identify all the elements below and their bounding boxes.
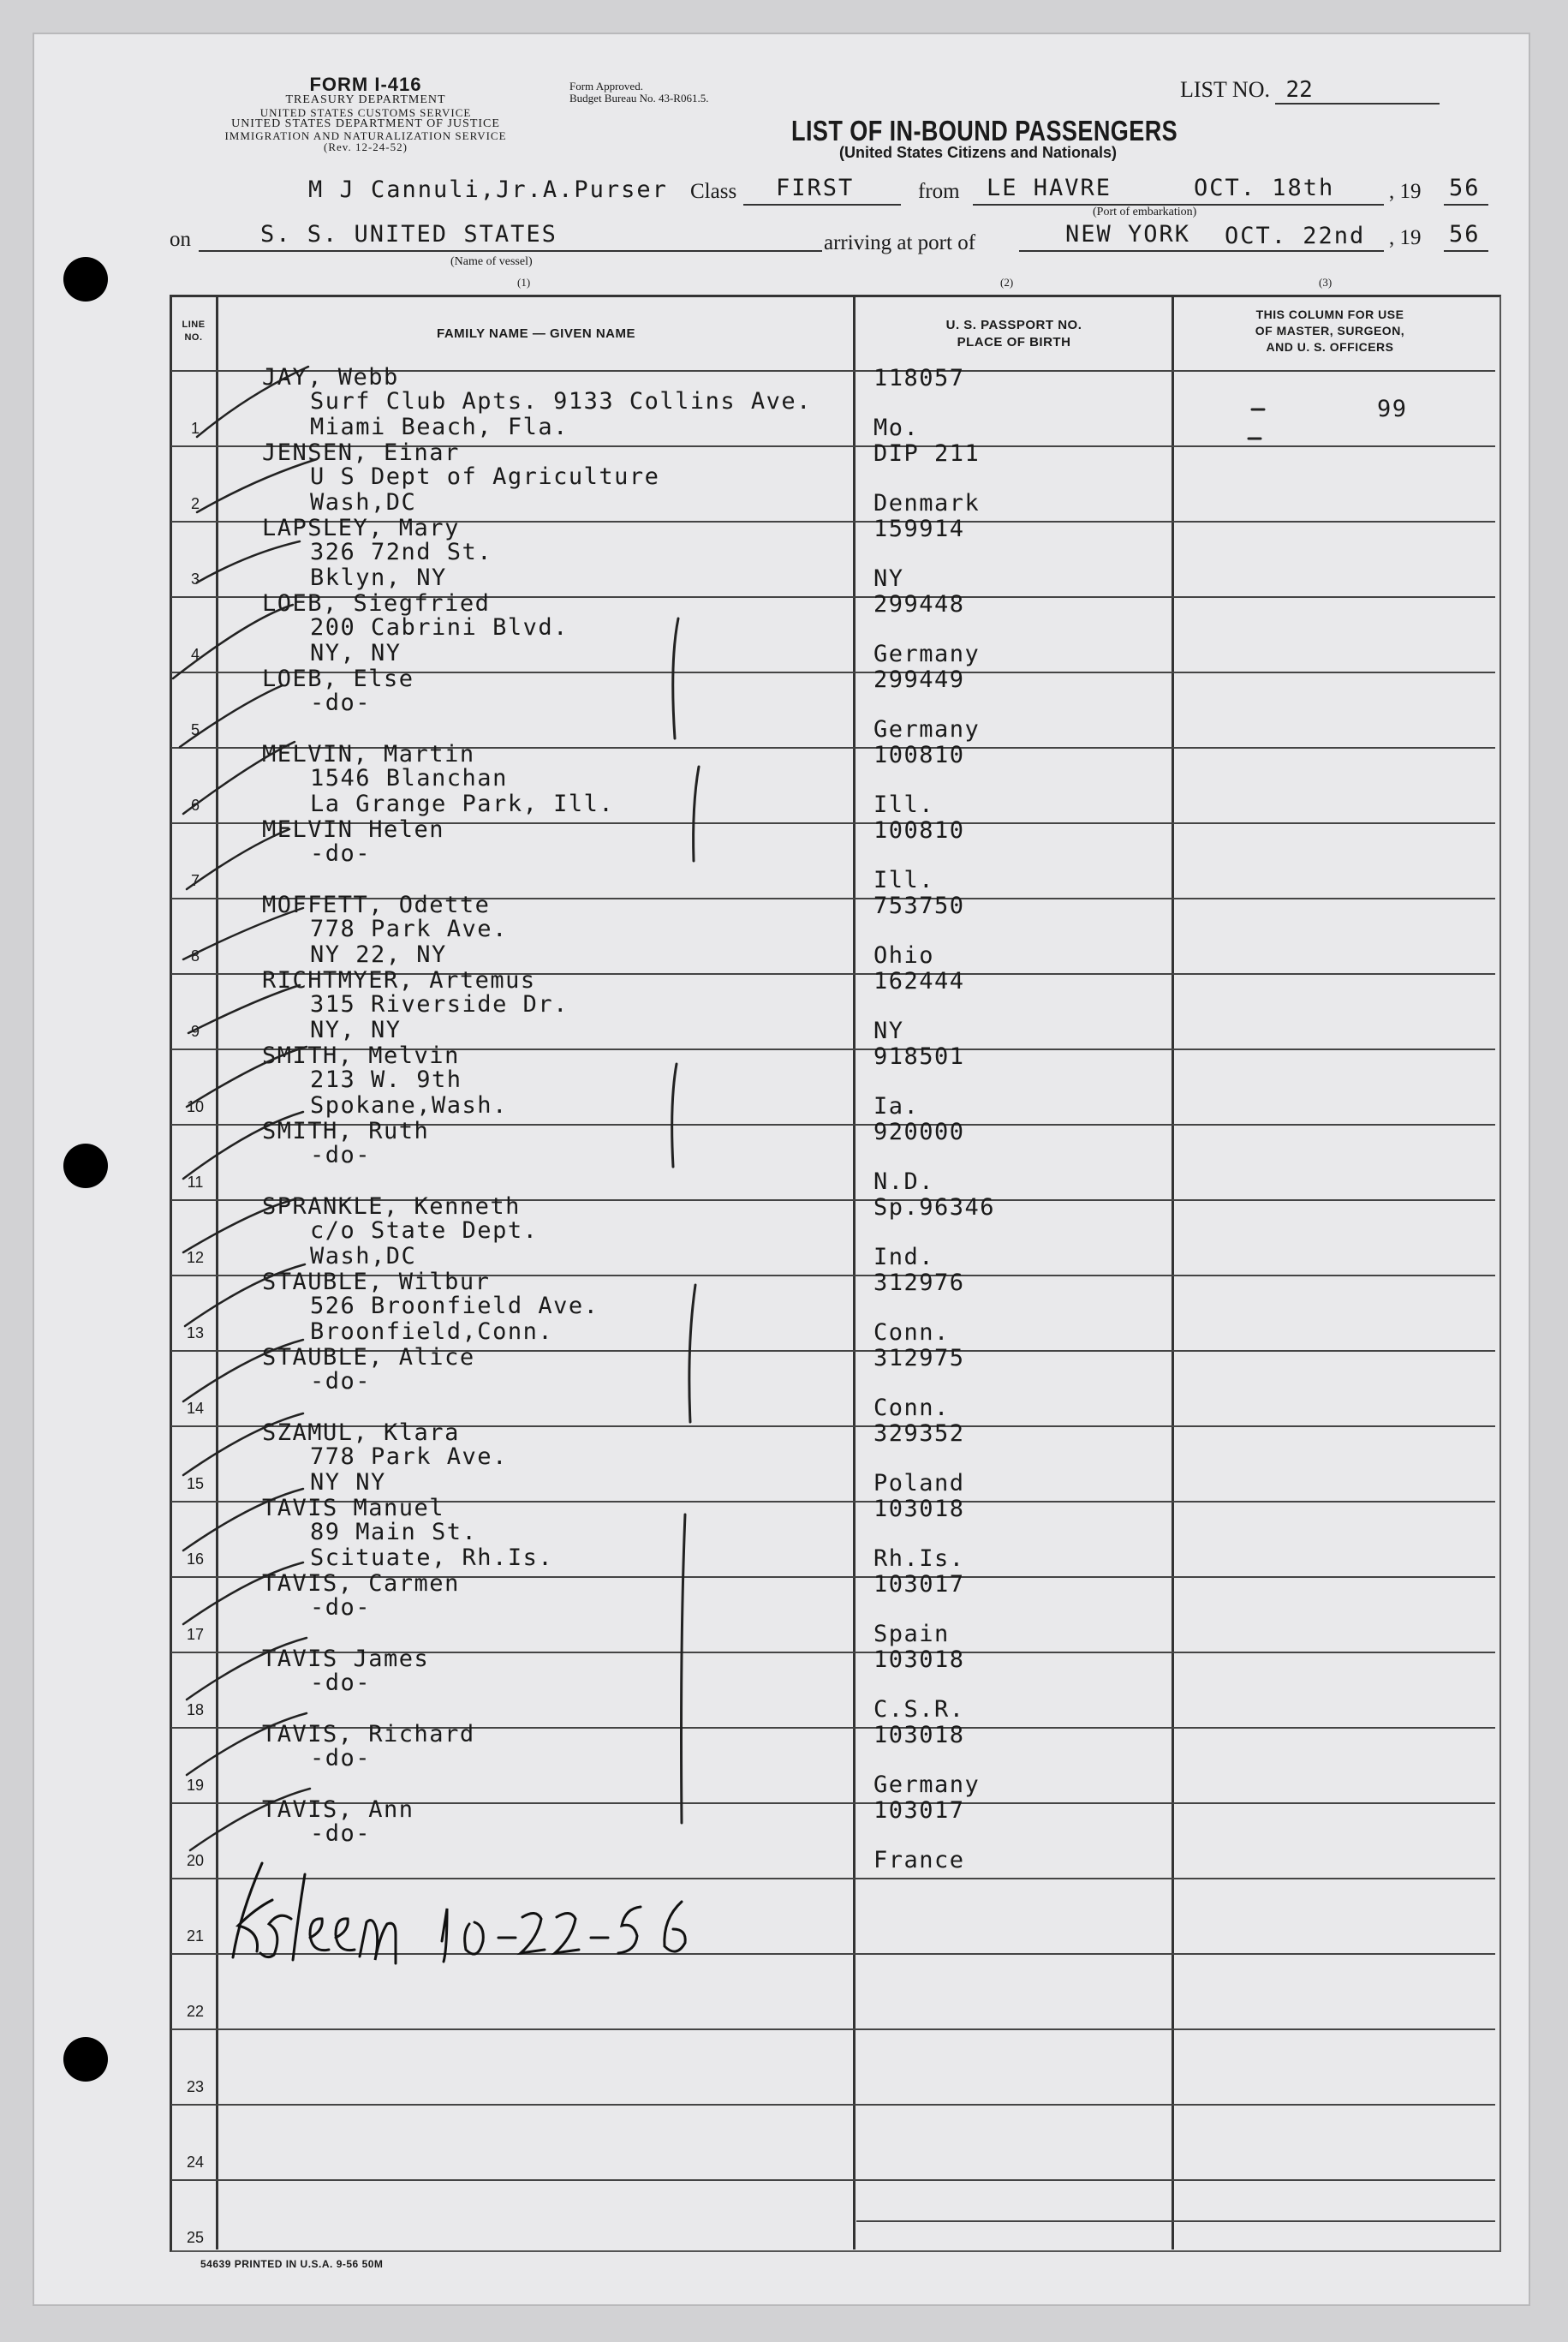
passport-number: 103017 <box>873 1797 965 1824</box>
check-mark <box>187 1713 307 1775</box>
passenger-address-line: 200 Cabrini Blvd. <box>310 614 569 641</box>
place-of-birth: Poland <box>873 1470 965 1497</box>
bracket-stroke <box>694 767 699 861</box>
form-title: FORM I-416 <box>309 74 422 95</box>
column-number-3: (3) <box>1319 276 1333 289</box>
passenger-address-line: Miami Beach, Fla. <box>310 414 569 440</box>
line-number: 6 <box>190 797 200 814</box>
passenger-address-line: U S Dept of Agriculture <box>310 463 660 490</box>
passenger-address-line: -do- <box>310 1745 372 1771</box>
header-line-no: LINE NO. <box>182 320 206 343</box>
place-of-birth: Conn. <box>873 1395 950 1421</box>
passenger-name: TAVIS James <box>262 1646 430 1672</box>
vessel-name: S. S. UNITED STATES <box>260 221 557 248</box>
check-mark <box>187 1047 307 1107</box>
passenger-name: MELVIN Helen <box>262 816 445 843</box>
printer-imprint: 54639 PRINTED IN U.S.A. 9-56 50M <box>200 2258 384 2270</box>
check-mark <box>197 459 317 512</box>
from-label: from <box>918 180 960 203</box>
line-number: 21 <box>186 1927 205 1945</box>
line-number: 3 <box>190 571 200 588</box>
port-of-arrival: NEW YORK <box>1065 221 1191 248</box>
line-number: 19 <box>186 1777 205 1794</box>
passenger-name: MELVIN, Martin <box>262 741 475 768</box>
passenger-address-line: 1546 Blanchan <box>310 765 508 792</box>
form-approved-text: Form Approved. <box>569 80 643 93</box>
line-number: 13 <box>186 1324 205 1341</box>
passenger-address-line: c/o State Dept. <box>310 1217 539 1244</box>
passenger-name: RICHTMYER, Artemus <box>262 967 536 994</box>
header-passport: U. S. PASSPORT NO. PLACE OF BIRTH <box>945 318 1082 350</box>
check-mark <box>185 1264 305 1326</box>
place-of-birth: Ind. <box>873 1244 935 1270</box>
place-of-birth: NY <box>873 1018 904 1044</box>
passport-number: 103017 <box>873 1571 965 1598</box>
passport-number: 103018 <box>873 1646 965 1673</box>
passenger-name: SMITH, Melvin <box>262 1043 460 1069</box>
place-of-birth: Conn. <box>873 1319 950 1346</box>
check-mark <box>183 1489 303 1550</box>
purser-name: M J Cannuli,Jr.A.Purser <box>308 176 668 203</box>
line-number: 22 <box>186 2003 205 2020</box>
line-number: 24 <box>186 2154 205 2171</box>
passenger-name: SMITH, Ruth <box>262 1118 430 1144</box>
place-of-birth: Denmark <box>873 490 981 517</box>
passenger-address-line: Bklyn, NY <box>310 565 447 591</box>
port-of-embarkation: LE HAVRE <box>987 175 1112 201</box>
passport-number: DIP 211 <box>873 440 981 467</box>
check-mark <box>183 742 295 814</box>
check-mark <box>173 605 293 678</box>
immigration-service: IMMIGRATION AND NATURALIZATION SERVICE <box>224 129 507 143</box>
place-of-birth: Germany <box>873 1771 981 1798</box>
line-number: 23 <box>186 2078 205 2095</box>
treasury-department: TREASURY DEPARTMENT <box>285 93 446 107</box>
place-of-birth: Ohio <box>873 942 935 969</box>
passenger-address-line: NY, NY <box>310 640 402 666</box>
passenger-name: TAVIS, Carmen <box>262 1570 460 1597</box>
passport-number: 118057 <box>873 365 965 391</box>
passenger-name: SZAMUL, Klara <box>262 1419 460 1446</box>
passenger-address-line: 315 Riverside Dr. <box>310 991 569 1018</box>
passenger-address-line: NY NY <box>310 1469 386 1496</box>
passport-number: 103018 <box>873 1496 965 1522</box>
passport-number: Sp.96346 <box>873 1194 996 1221</box>
column-number-1: (1) <box>517 276 531 289</box>
place-of-birth: C.S.R. <box>873 1696 965 1723</box>
place-of-birth: Ill. <box>873 792 935 818</box>
passport-number: 920000 <box>873 1119 965 1145</box>
arrival-date: OCT. 22nd <box>1225 223 1366 249</box>
passenger-address-line: Scituate, Rh.Is. <box>310 1544 554 1571</box>
check-mark <box>188 985 300 1033</box>
check-mark <box>187 1638 307 1700</box>
check-mark <box>183 1112 303 1179</box>
passenger-address-line: 326 72nd St. <box>310 539 493 565</box>
passenger-name: TAVIS, Richard <box>262 1721 475 1748</box>
place-of-birth: Ia. <box>873 1093 920 1120</box>
list-number-label: LIST NO. <box>1180 77 1270 102</box>
line-number: 1 <box>190 420 200 437</box>
year-prefix: , 19 <box>1389 180 1422 203</box>
place-of-birth: Rh.Is. <box>873 1545 965 1572</box>
passenger-address-line: -do- <box>310 1142 372 1168</box>
passenger-address-line: -do- <box>310 1820 372 1847</box>
port-embarkation-caption: (Port of embarkation) <box>1093 206 1197 218</box>
passenger-address-line: NY, NY <box>310 1017 402 1043</box>
passenger-address-line: Surf Club Apts. 9133 Collins Ave. <box>310 388 812 415</box>
place-of-birth: Germany <box>873 716 981 743</box>
passenger-name: MOFFETT, Odette <box>262 892 491 918</box>
passenger-address-line: -do- <box>310 840 372 867</box>
passport-number: 100810 <box>873 817 965 844</box>
column-number-2: (2) <box>1000 276 1014 289</box>
passenger-address-line: 213 W. 9th <box>310 1066 462 1093</box>
arriving-label: arriving at port of <box>824 231 976 254</box>
page-subtitle: (United States Citizens and Nationals) <box>839 144 1118 161</box>
passenger-name: SPRANKLE, Kenneth <box>262 1193 521 1220</box>
passenger-address-line: -do- <box>310 690 372 716</box>
bracket-stroke <box>673 618 678 738</box>
check-mark <box>197 367 308 437</box>
check-mark <box>183 908 303 959</box>
passenger-name: TAVIS, Ann <box>262 1796 414 1823</box>
passenger-address-line: -do- <box>310 1670 372 1696</box>
line-number: 20 <box>186 1852 205 1869</box>
class-value: FIRST <box>776 175 855 201</box>
line-number: 7 <box>190 872 200 889</box>
check-mark <box>190 1789 310 1850</box>
signature <box>233 1863 685 1963</box>
bracket-stroke <box>689 1285 695 1422</box>
passenger-name: JENSEN, Einar <box>262 439 460 466</box>
line-number: 17 <box>186 1626 205 1643</box>
passenger-address-line: Wash,DC <box>310 1243 417 1270</box>
passenger-address-line: 89 Main St. <box>310 1519 478 1545</box>
line-number: 9 <box>190 1023 200 1040</box>
passenger-address-line: 526 Broonfield Ave. <box>310 1293 599 1319</box>
passport-number: 329352 <box>873 1420 965 1447</box>
passenger-name: LOEB, Siegfried <box>262 590 491 617</box>
passport-number: 103018 <box>873 1722 965 1748</box>
header-name: FAMILY NAME — GIVEN NAME <box>436 326 636 341</box>
place-of-birth: Germany <box>873 641 981 667</box>
passenger-name: STAUBLE, Wilbur <box>262 1269 491 1295</box>
line-number: 25 <box>186 2229 205 2246</box>
officer-note: 99 <box>1377 396 1408 422</box>
line-number: 8 <box>190 947 200 965</box>
customs-service: UNITED STATES CUSTOMS SERVICE <box>259 105 472 119</box>
passenger-address-line: Wash,DC <box>310 489 417 516</box>
line-number: 2 <box>190 495 200 512</box>
passport-number: 753750 <box>873 893 965 919</box>
vessel-caption: (Name of vessel) <box>450 255 533 268</box>
passport-number: 162444 <box>873 968 965 995</box>
check-mark <box>183 1413 303 1475</box>
passenger-address-line: -do- <box>310 1368 372 1395</box>
arrival-year: 56 <box>1449 221 1481 248</box>
passenger-address-line: Spokane,Wash. <box>310 1092 508 1119</box>
year-prefix: , 19 <box>1389 226 1422 249</box>
passenger-address-line: -do- <box>310 1594 372 1621</box>
list-number-value: 22 <box>1275 77 1440 105</box>
passenger-name: TAVIS Manuel <box>262 1495 445 1521</box>
page-title: LIST OF IN-BOUND PASSENGERS <box>791 115 1178 146</box>
passport-number: 299448 <box>873 591 965 618</box>
department-of-justice: UNITED STATES DEPARTMENT OF JUSTICE <box>231 117 500 130</box>
check-mark <box>183 1199 295 1252</box>
place-of-birth: Ill. <box>873 867 935 893</box>
passenger-name: STAUBLE, Alice <box>262 1344 475 1371</box>
on-label: on <box>170 228 191 251</box>
line-number: 5 <box>190 721 200 738</box>
place-of-birth: Spain <box>873 1621 950 1647</box>
passenger-address-line: 778 Park Ave. <box>310 916 508 942</box>
passenger-address-line: Broonfield,Conn. <box>310 1318 554 1345</box>
line-number: 11 <box>187 1174 204 1191</box>
bracket-stroke <box>682 1515 686 1823</box>
line-number: 14 <box>186 1400 205 1417</box>
line-number: 18 <box>186 1701 205 1718</box>
budget-bureau-text: Budget Bureau No. 43-R061.5. <box>569 91 709 105</box>
line-number: 4 <box>190 646 200 663</box>
check-mark <box>197 541 300 583</box>
line-number: 16 <box>186 1550 205 1568</box>
passport-number: 299449 <box>873 666 965 693</box>
passenger-address-line: La Grange Park, Ill. <box>310 791 615 817</box>
line-number: 12 <box>186 1249 205 1266</box>
passenger-name: LAPSLEY, Mary <box>262 515 460 541</box>
passport-number: 312975 <box>873 1345 965 1371</box>
class-label: Class <box>690 180 737 203</box>
passport-number: 159914 <box>873 516 965 542</box>
passenger-name: LOEB, Else <box>262 666 414 692</box>
check-mark <box>183 1562 303 1624</box>
passenger-name: JAY, Webb <box>262 364 399 391</box>
check-mark <box>187 829 289 889</box>
check-mark <box>183 1340 303 1401</box>
place-of-birth: Mo. <box>873 415 920 441</box>
place-of-birth: N.D. <box>873 1168 935 1195</box>
line-number: 10 <box>186 1098 205 1115</box>
line-number: 15 <box>186 1475 205 1492</box>
passport-number: 918501 <box>873 1043 965 1070</box>
revision-date: (Rev. 12-24-52) <box>324 140 408 154</box>
header-officers: THIS COLUMN FOR USE OF MASTER, SURGEON, AND U. S. OFFICERS <box>1255 308 1405 354</box>
passport-number: 312976 <box>873 1270 965 1296</box>
place-of-birth: France <box>873 1847 965 1873</box>
passenger-address-line: 778 Park Ave. <box>310 1443 508 1470</box>
passenger-address-line: NY 22, NY <box>310 941 447 968</box>
passport-number: 100810 <box>873 742 965 768</box>
place-of-birth: NY <box>873 565 904 592</box>
check-mark <box>180 685 283 747</box>
bracket-stroke <box>672 1064 677 1167</box>
departure-year: 56 <box>1449 175 1481 201</box>
departure-date: OCT. 18th <box>1194 175 1335 201</box>
